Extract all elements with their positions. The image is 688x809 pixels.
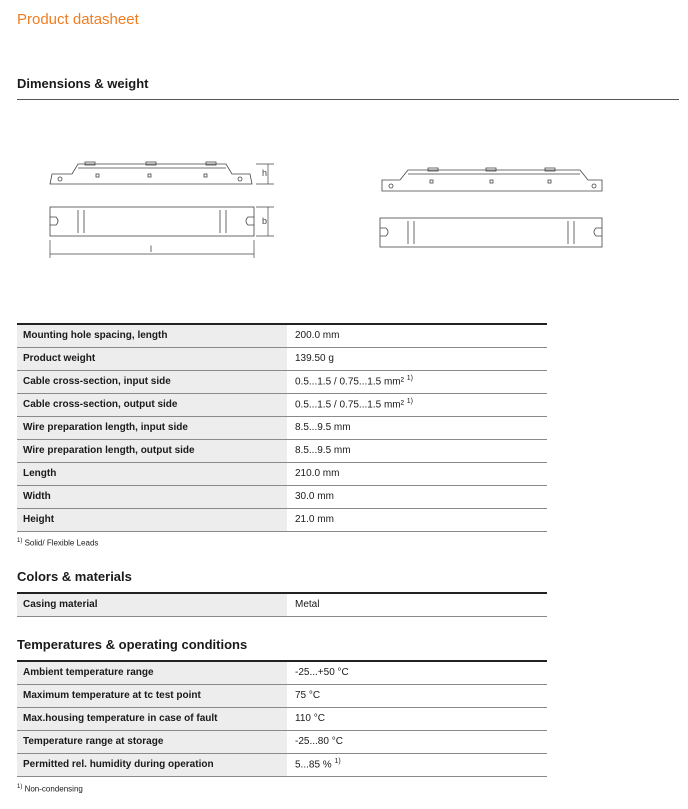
dimensions-table bbox=[17, 323, 547, 532]
spec-label: Wire preparation length, output side bbox=[17, 439, 287, 462]
spec-value: 200.0 mm bbox=[287, 324, 547, 347]
height-label: h bbox=[262, 168, 268, 178]
table-row bbox=[17, 661, 547, 684]
table-row bbox=[17, 462, 547, 485]
top-view-drawing-alt bbox=[380, 218, 602, 247]
spec-label: Casing material bbox=[17, 593, 287, 616]
footnote-text: Non-condensing bbox=[24, 784, 83, 794]
spec-value: 110 °C bbox=[287, 707, 547, 730]
spec-value: 139.50 g bbox=[287, 347, 547, 370]
footnote-text: Solid/ Flexible Leads bbox=[24, 538, 99, 548]
table-row bbox=[17, 393, 547, 416]
footnote-mark: 1) bbox=[17, 784, 23, 790]
table-row bbox=[17, 324, 547, 347]
spec-value: 0.5...1.5 / 0.75...1.5 mm² $^{1)}$ bbox=[287, 370, 547, 393]
spec-label: Width bbox=[17, 485, 287, 508]
spec-value: -25...+50 °C bbox=[287, 661, 547, 684]
width-label: b bbox=[262, 216, 268, 226]
page-title: Product datasheet bbox=[17, 11, 139, 28]
table-row bbox=[17, 593, 547, 616]
top-view-drawing bbox=[50, 207, 254, 236]
table-row bbox=[17, 439, 547, 462]
spec-label: Height bbox=[17, 508, 287, 531]
temperatures-table bbox=[17, 660, 547, 777]
spec-value: 210.0 mm bbox=[287, 462, 547, 485]
product-dimension-drawing bbox=[0, 150, 688, 270]
spec-value: Metal bbox=[287, 593, 547, 616]
table-row bbox=[17, 485, 547, 508]
spec-value: 30.0 mm bbox=[287, 485, 547, 508]
section-heading-dimensions: Dimensions & weight bbox=[17, 76, 149, 91]
colors-table bbox=[17, 592, 547, 617]
spec-value: 8.5...9.5 mm bbox=[287, 416, 547, 439]
spec-label: Temperature range at storage bbox=[17, 730, 287, 753]
footnote-ref: 1) bbox=[334, 758, 341, 766]
table-row bbox=[17, 730, 547, 753]
spec-value: 5...85 % $^{1)}$ bbox=[287, 753, 547, 776]
table-row bbox=[17, 370, 547, 393]
section-heading-colors: Colors & materials bbox=[17, 569, 132, 584]
table-row bbox=[17, 684, 547, 707]
spec-label: Cable cross-section, input side bbox=[17, 370, 287, 393]
length-label: l bbox=[150, 244, 152, 254]
length-dimension-marker bbox=[50, 240, 254, 258]
section-divider bbox=[17, 99, 679, 100]
spec-label: Cable cross-section, output side bbox=[17, 393, 287, 416]
spec-label: Ambient temperature range bbox=[17, 661, 287, 684]
spec-value: 0.5...1.5 / 0.75...1.5 mm² $^{1)}$ bbox=[287, 393, 547, 416]
spec-value: 8.5...9.5 mm bbox=[287, 439, 547, 462]
spec-value: -25...80 °C bbox=[287, 730, 547, 753]
footnote-ref: 1) bbox=[406, 398, 413, 406]
table-row bbox=[17, 347, 547, 370]
spec-label: Product weight bbox=[17, 347, 287, 370]
spec-label: Wire preparation length, input side bbox=[17, 416, 287, 439]
spec-label: Maximum temperature at tc test point bbox=[17, 684, 287, 707]
spec-label: Mounting hole spacing, length bbox=[17, 324, 287, 347]
table-row bbox=[17, 508, 547, 531]
side-view-drawing bbox=[50, 162, 252, 184]
table-row bbox=[17, 707, 547, 730]
footnote-ref: 1) bbox=[406, 375, 413, 383]
side-view-drawing-alt bbox=[382, 168, 602, 191]
spec-value: 75 °C bbox=[287, 684, 547, 707]
spec-label: Max.housing temperature in case of fault bbox=[17, 707, 287, 730]
spec-value: 21.0 mm bbox=[287, 508, 547, 531]
footnote-leads bbox=[17, 538, 98, 548]
section-heading-temperatures: Temperatures & operating conditions bbox=[17, 637, 248, 652]
table-row bbox=[17, 416, 547, 439]
table-row bbox=[17, 753, 547, 776]
footnote-mark: 1) bbox=[17, 538, 23, 544]
spec-label: Permitted rel. humidity during operation bbox=[17, 753, 287, 776]
footnote-humidity bbox=[17, 784, 83, 794]
spec-label: Length bbox=[17, 462, 287, 485]
